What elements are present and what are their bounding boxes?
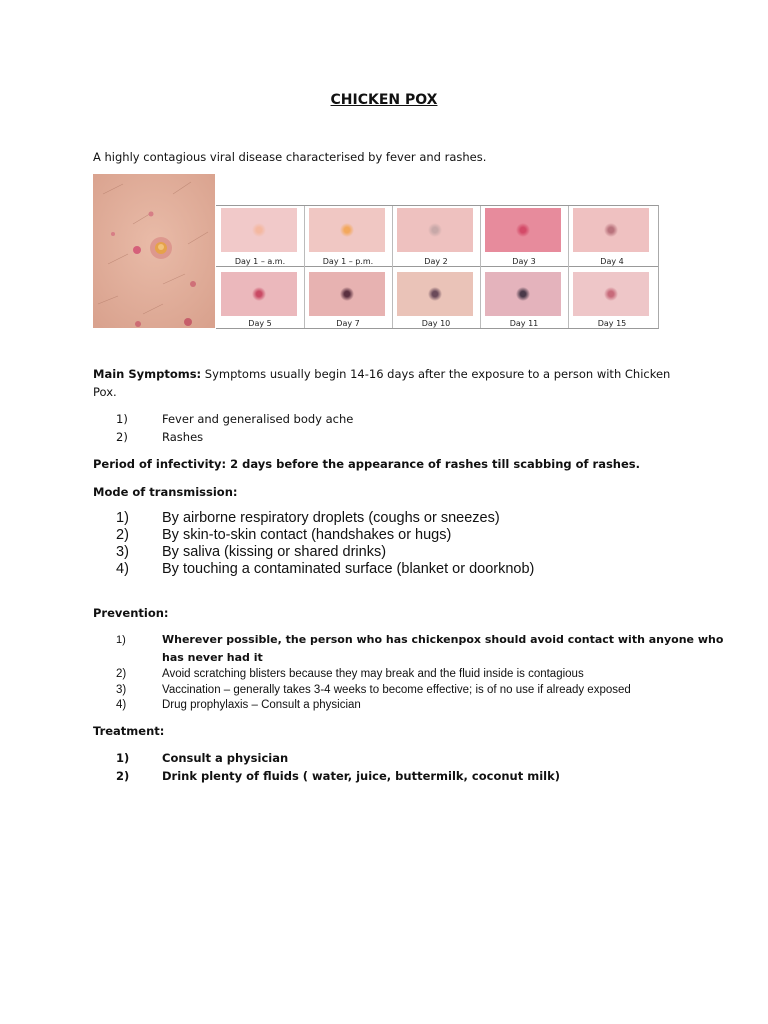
rash-stage-label: Day 1 – a.m. [234, 257, 286, 266]
list-item-text: Fever and generalised body ache [162, 412, 354, 426]
list-item [116, 561, 716, 578]
rash-stage-label: Day 11 [509, 319, 539, 328]
rash-stage-photo [397, 272, 473, 316]
list-item [116, 698, 756, 714]
rash-stage-photo [485, 272, 561, 316]
rash-stage-cell [304, 206, 392, 267]
list-item [116, 749, 736, 767]
list-number: 1) [116, 510, 129, 526]
list-number: 1) [116, 751, 130, 765]
list-number: 2) [116, 430, 128, 444]
page-title: CHICKEN POX [330, 92, 438, 108]
list-item [116, 667, 756, 683]
list-number: 2) [116, 527, 129, 543]
rash-stage-label: Day 2 [424, 257, 448, 266]
list-item-text: Avoid scratching blisters because they may break and the fluid inside is contagious [162, 668, 584, 680]
infectivity-text: Period of infectivity: 2 days before the appearance of rashes till scabbing of rashes. [93, 457, 640, 471]
treatment-list [116, 749, 736, 785]
list-number: 2) [116, 668, 127, 680]
rash-stage-label: Day 4 [600, 257, 624, 266]
rash-stage-cell [216, 206, 304, 267]
list-item-text-cont: has never had it [162, 651, 263, 664]
list-item-text: By touching a contaminated surface (blanket or doorknob) [162, 561, 535, 577]
rash-stage-photo [309, 208, 385, 252]
rash-stage-cell [392, 206, 480, 267]
rash-stage-cell [216, 267, 304, 328]
rash-stage-photo [573, 272, 649, 316]
list-number: 1) [116, 412, 128, 426]
list-item [116, 428, 716, 446]
list-number: 2) [116, 769, 130, 783]
list-number: 3) [116, 683, 127, 696]
list-item [116, 631, 756, 667]
rash-stage-label: Day 7 [336, 319, 360, 328]
rash-stage-photo [397, 208, 473, 252]
main-symptoms-label: Main Symptoms: [93, 367, 202, 381]
rash-stage-cell [568, 206, 656, 267]
rash-stage-photo [485, 208, 561, 252]
rash-stage-label: Day 5 [248, 319, 272, 328]
list-number: 1) [116, 634, 126, 646]
list-item-text: Rashes [162, 430, 204, 444]
rash-stage-label: Day 3 [512, 257, 536, 266]
rash-progression-grid [216, 205, 659, 329]
intro-text: A highly contagious viral disease characterised by fever and rashes. [93, 150, 487, 164]
rash-stage-label: Day 10 [421, 319, 451, 328]
rash-stage-photo [309, 272, 385, 316]
list-item [116, 767, 736, 785]
rash-stage-cell [392, 267, 480, 328]
list-item [116, 510, 716, 527]
list-number: 3) [116, 544, 129, 560]
rash-stage-photo [573, 208, 649, 252]
list-number: 4) [116, 561, 129, 577]
rash-stage-label: Day 1 – p.m. [322, 257, 374, 266]
rash-stage-cell [304, 267, 392, 328]
rash-stage-photo [221, 272, 297, 316]
rash-stage-photo [221, 208, 297, 252]
prevention-list [116, 631, 756, 714]
main-symptoms-text: Symptoms usually begin 14-16 days after the exposure to a person with Chicken [201, 367, 671, 381]
list-item [116, 410, 716, 428]
list-item [116, 527, 716, 544]
rash-stage-cell [568, 267, 656, 328]
symptoms-list [116, 410, 716, 446]
list-item-text: Drink plenty of fluids ( water, juice, buttermilk, coconut milk) [162, 769, 561, 783]
list-number: 4) [116, 699, 127, 711]
list-item-text: Drug prophylaxis – Consult a physician [162, 699, 361, 711]
main-symptoms-paragraph [93, 365, 693, 401]
prevention-heading: Prevention: [93, 606, 169, 620]
rash-stage-cell [480, 267, 568, 328]
skin-rash-photo [93, 174, 215, 328]
treatment-heading: Treatment: [93, 724, 165, 738]
list-item-text: Vaccination – generally takes 3-4 weeks to become effective; is of no use if already exposed [162, 683, 631, 696]
main-symptoms-text-cont: Pox. [93, 385, 117, 399]
list-item [116, 544, 716, 561]
list-item-text: By airborne respiratory droplets (coughs or sneezes) [162, 510, 500, 526]
list-item-text: Wherever possible, the person who has chickenpox should avoid contact with anyone who [162, 633, 724, 646]
list-item [116, 683, 756, 699]
transmission-list [116, 510, 716, 578]
rash-stage-cell [480, 206, 568, 267]
list-item-text: Consult a physician [162, 751, 289, 765]
transmission-heading: Mode of transmission: [93, 485, 238, 499]
list-item-text: By saliva (kissing or shared drinks) [162, 544, 387, 560]
list-item-text: By skin-to-skin contact (handshakes or hugs) [162, 527, 452, 543]
rash-stage-label: Day 15 [597, 319, 627, 328]
